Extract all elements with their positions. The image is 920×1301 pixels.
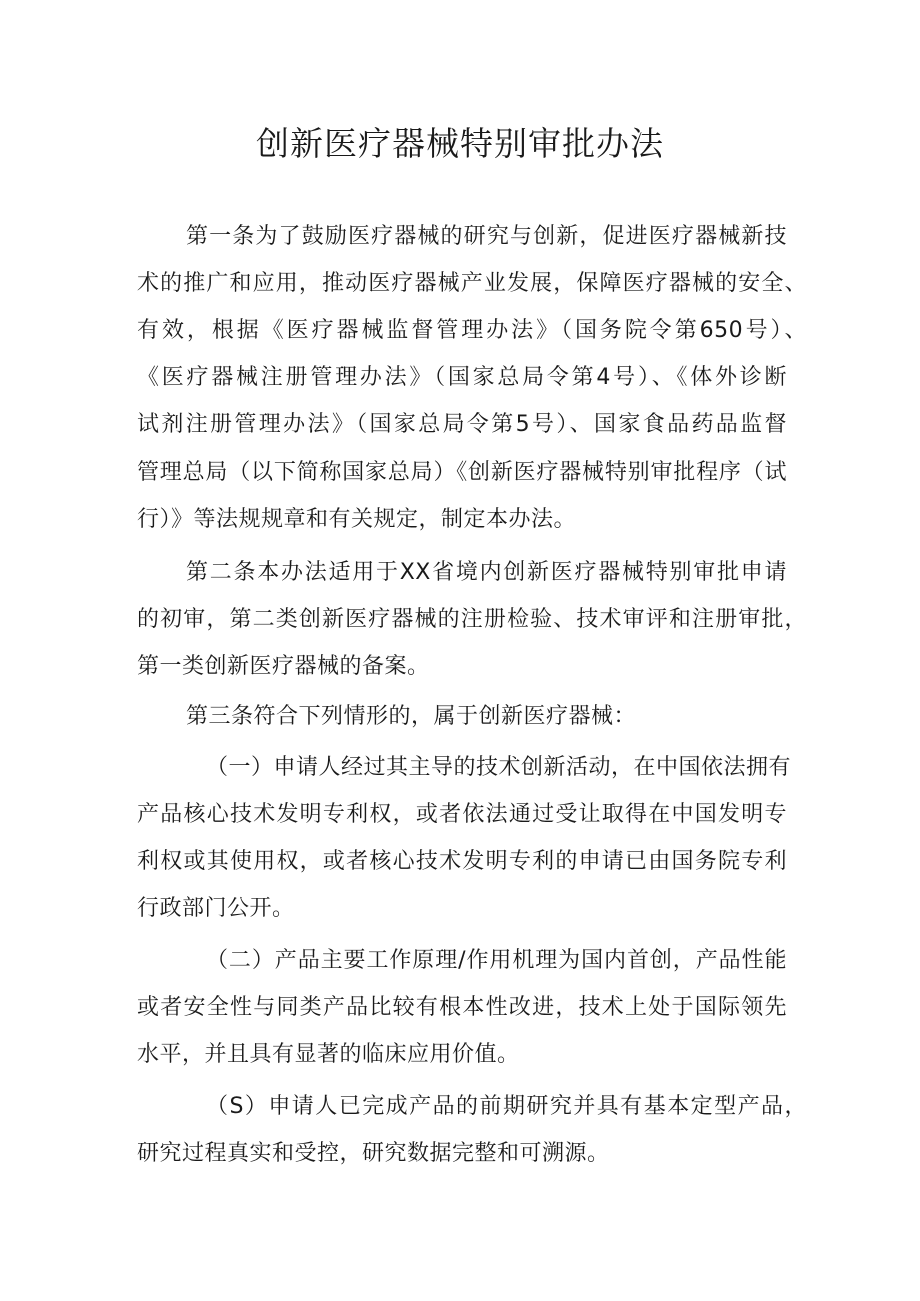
text-line: 第一类创新医疗器械的备案。 bbox=[137, 654, 430, 679]
text-line: 有效，根据《医疗器械监督管理办法》（国务院令第650号）、 bbox=[137, 318, 807, 343]
text-line: 产品核心技术发明专利权，或者依法通过受让取得在中国发明专 bbox=[137, 802, 787, 827]
text-line: 的初审，第二类创新医疗器械的注册检验、技术审评和注册审批， bbox=[137, 607, 807, 632]
document-title: 创新医疗器械特别审批办法 bbox=[256, 124, 664, 163]
text-line: 研究过程真实和受控，研究数据完整和可溯源。 bbox=[137, 1141, 610, 1166]
text-line: 术的推广和应用，推动医疗器械产业发展，保障医疗器械的安全、 bbox=[137, 271, 807, 296]
text-line: 第一条为了鼓励医疗器械的研究与创新，促进医疗器械新技 bbox=[186, 224, 787, 249]
text-line: 试剂注册管理办法》（国家总局令第5号）、国家食品药品监督 bbox=[137, 412, 787, 437]
text-line: 或者安全性与同类产品比较有根本性改进，技术上处于国际领先 bbox=[137, 995, 787, 1020]
text-line: 水平，并且具有显著的临床应用价值。 bbox=[137, 1042, 520, 1067]
text-line: 第三条符合下列情形的，属于创新医疗器械： bbox=[186, 704, 637, 729]
text-line: 管理总局（以下简称国家总局）《创新医疗器械特别审批程序（试 bbox=[137, 460, 787, 485]
text-line: （一）申请人经过其主导的技术创新活动，在中国依法拥有 bbox=[206, 755, 792, 780]
text-line: 利权或其使用权，或者核心技术发明专利的申请已由国务院专利 bbox=[137, 849, 787, 874]
text-line: 《医疗器械注册管理办法》（国家总局令第4号）、《体外诊断 bbox=[137, 365, 787, 390]
text-line: （二）产品主要工作原理/作用机理为国内首创，产品性能 bbox=[206, 948, 787, 973]
text-line: 第二条本办法适用于XX省境内创新医疗器械特别审批申请 bbox=[186, 560, 787, 585]
text-line: （S）申请人已完成产品的前期研究并具有基本定型产品， bbox=[206, 1094, 807, 1119]
text-line: 行）》等法规规章和有关规定，制定本办法。 bbox=[137, 507, 577, 532]
text-line: 行政部门公开。 bbox=[137, 896, 295, 921]
